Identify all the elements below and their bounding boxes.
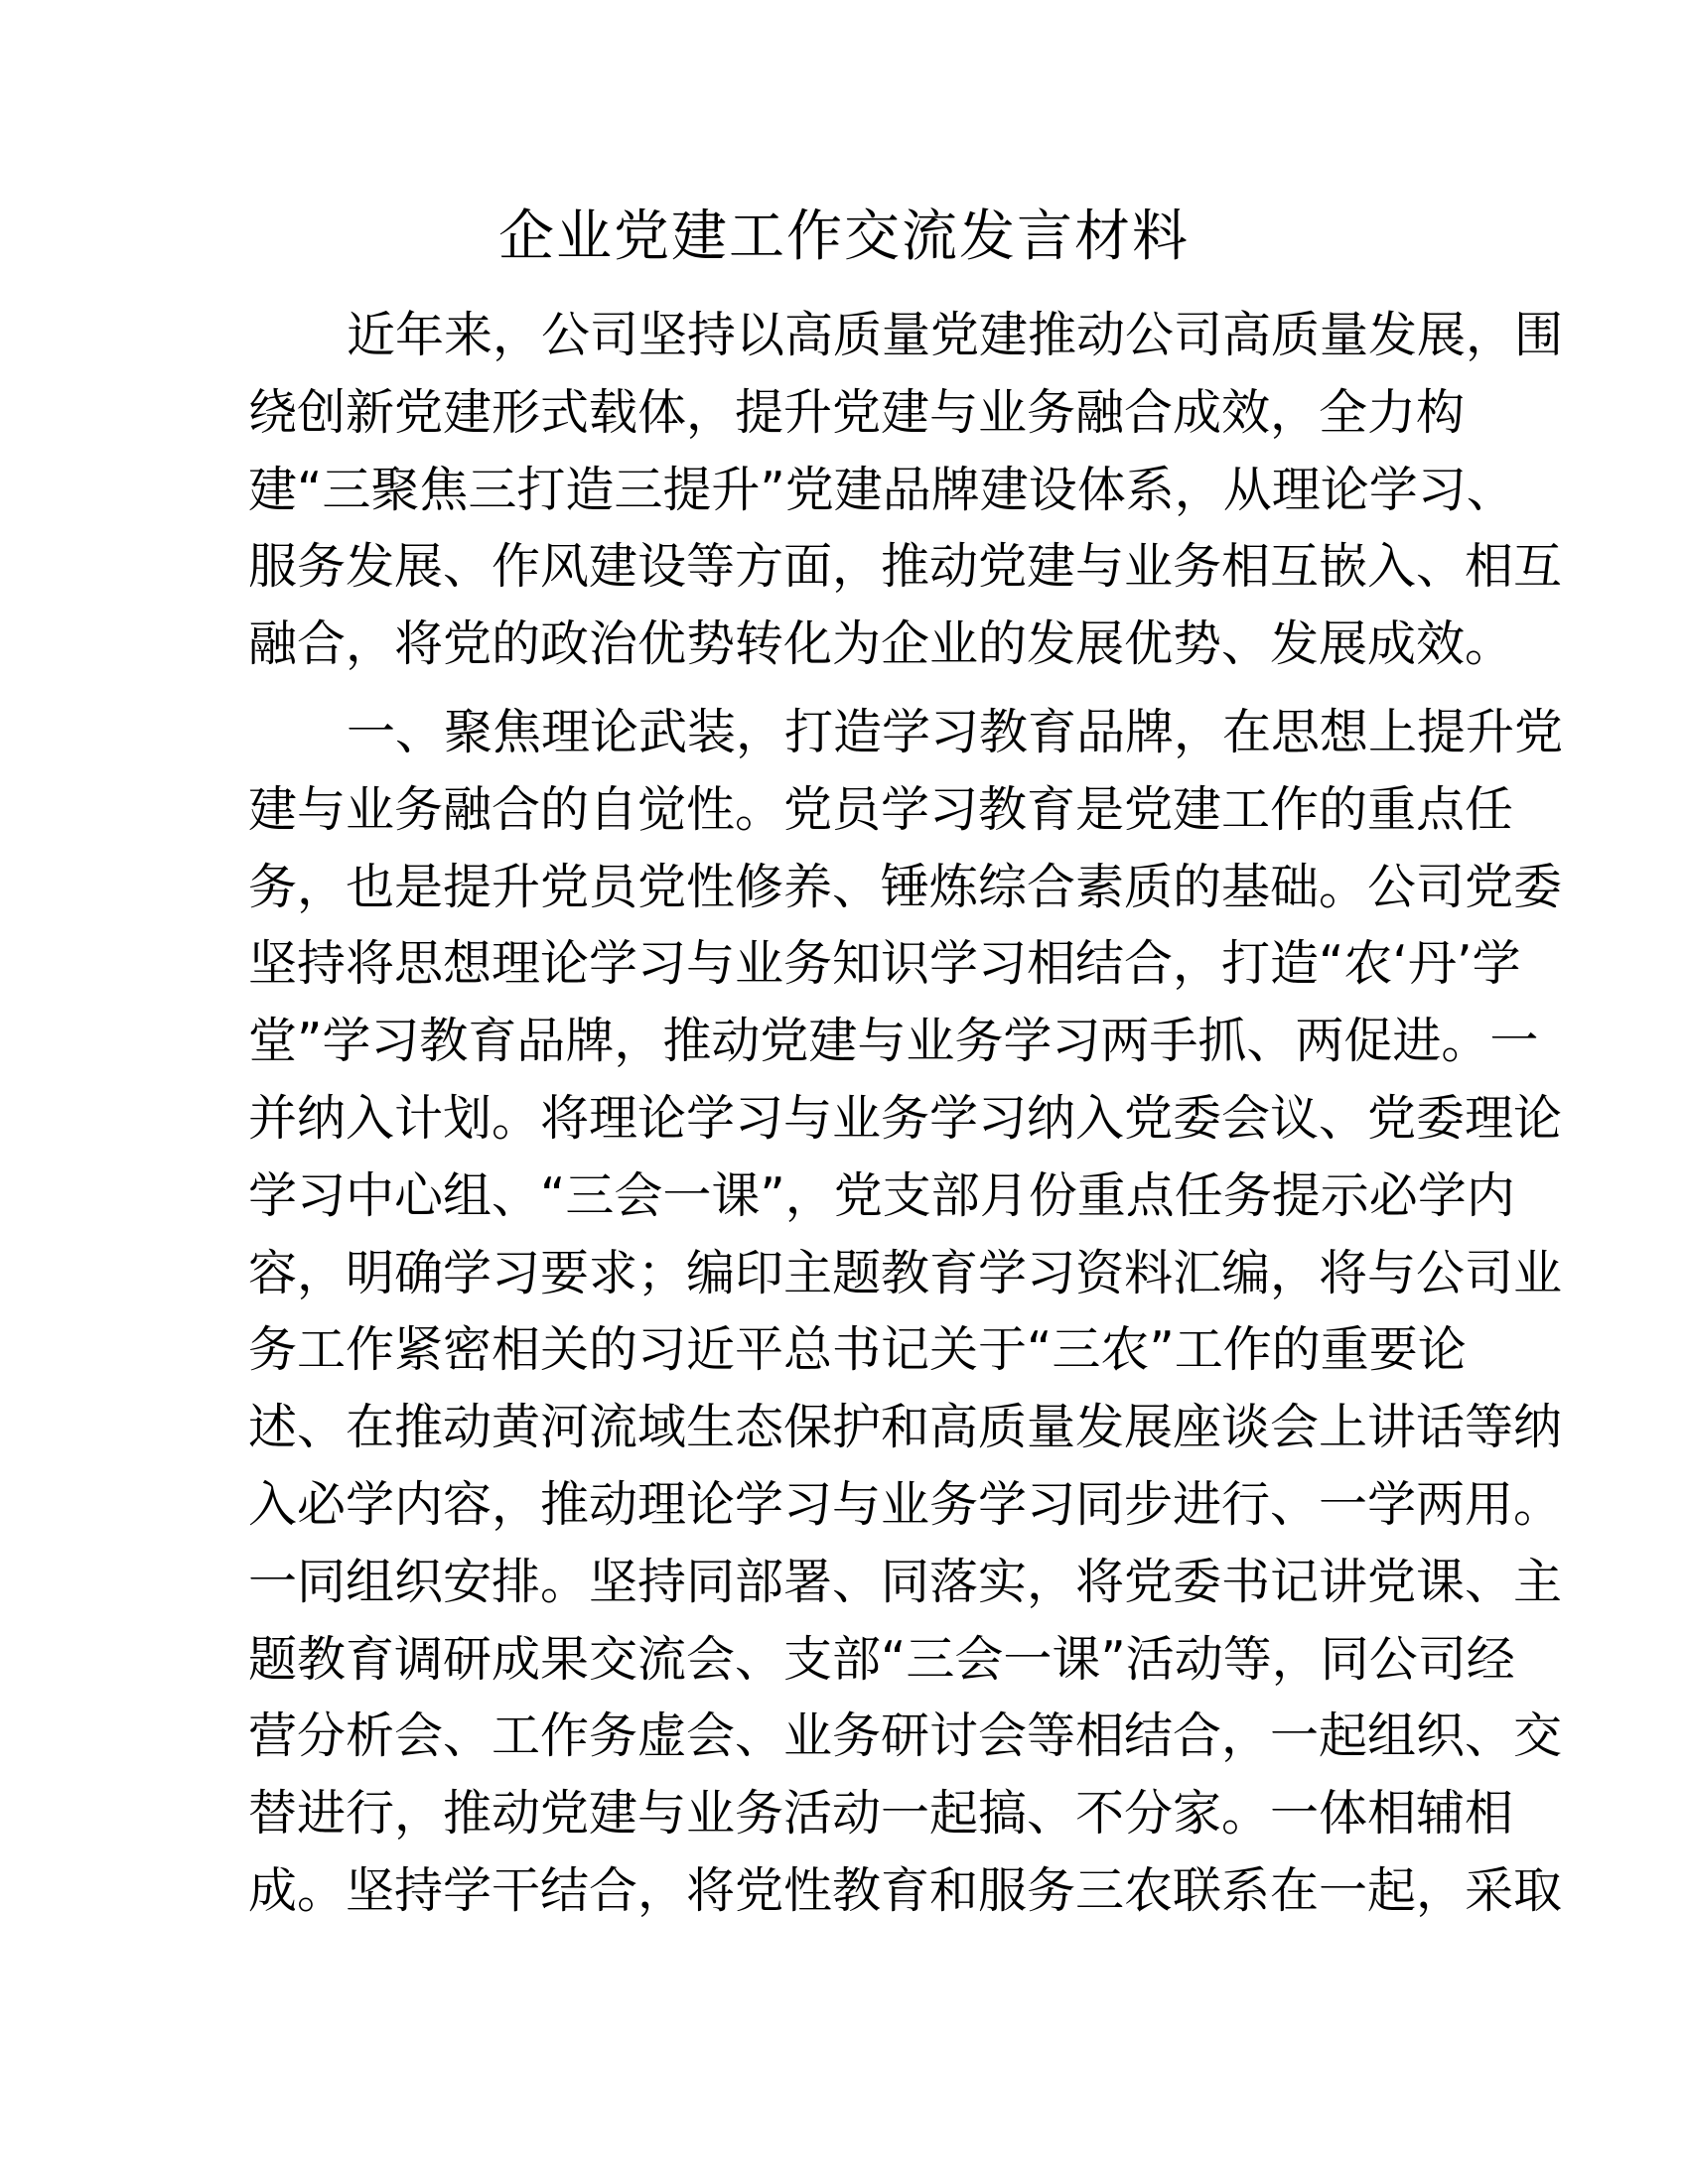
- paragraph-intro: [248, 297, 1564, 683]
- text-line: 成。坚持学干结合，将党性教育和服务三农联系在一起，采取: [248, 1861, 1563, 1919]
- text-line: 营分析会、工作务虚会、业务研讨会等相结合，一起组织、交: [248, 1707, 1563, 1765]
- text-line: 务，也是提升党员党性修养、锤炼综合素质的基础。公司党委: [248, 858, 1563, 915]
- text-line: 服务发展、作风建设等方面，推动党建与业务相互嵌入、相互: [248, 538, 1563, 596]
- paragraph-section-one: [248, 694, 1564, 1930]
- text-line: 融合，将党的政治优势转化为企业的发展优势、发展成效。: [248, 615, 1514, 673]
- text-line: 一同组织安排。坚持同部署、同落实，将党委书记讲党课、主: [248, 1553, 1563, 1610]
- text-line: 入必学内容，推动理论学习与业务学习同步进行、一学两用。: [248, 1475, 1563, 1533]
- text-line: 建“三聚焦三打造三提升”党建品牌建设体系，从理论学习、: [248, 461, 1515, 518]
- text-line: 坚持将思想理论学习与业务知识学习相结合，打造“农‘丹’学: [248, 935, 1521, 993]
- text-line: 题教育调研成果交流会、支部“三会一课”活动等，同公司经: [248, 1630, 1515, 1688]
- text-line: 务工作紧密相关的习近平总书记关于“三农”工作的重要论: [248, 1321, 1467, 1379]
- document-title: 企业党建工作交流发言材料: [498, 205, 1190, 269]
- text-line: 一、聚焦理论武装，打造学习教育品牌，在思想上提升党: [347, 704, 1564, 760]
- text-line: 建与业务融合的自觉性。党员学习教育是党建工作的重点任: [248, 780, 1514, 838]
- text-line: 容，明确学习要求；编印主题教育学习资料汇编，将与公司业: [248, 1244, 1563, 1301]
- text-line: 述、在推动黄河流域生态保护和高质量发展座谈会上讲话等纳: [248, 1399, 1563, 1456]
- text-line: 学习中心组、“三会一课”，党支部月份重点任务提示必学内: [248, 1166, 1515, 1224]
- text-line: 堂”学习教育品牌，推动党建与业务学习两手抓、两促进。一: [248, 1013, 1539, 1070]
- text-line: 绕创新党建形式载体，提升党建与业务融合成效，全力构: [248, 383, 1466, 441]
- text-line: 并纳入计划。将理论学习与业务学习纳入党委会议、党委理论: [248, 1089, 1563, 1147]
- text-line: 近年来，公司坚持以高质量党建推动公司高质量发展，围: [347, 307, 1564, 363]
- text-line: 替进行，推动党建与业务活动一起搞、不分家。一体相辅相: [248, 1785, 1514, 1843]
